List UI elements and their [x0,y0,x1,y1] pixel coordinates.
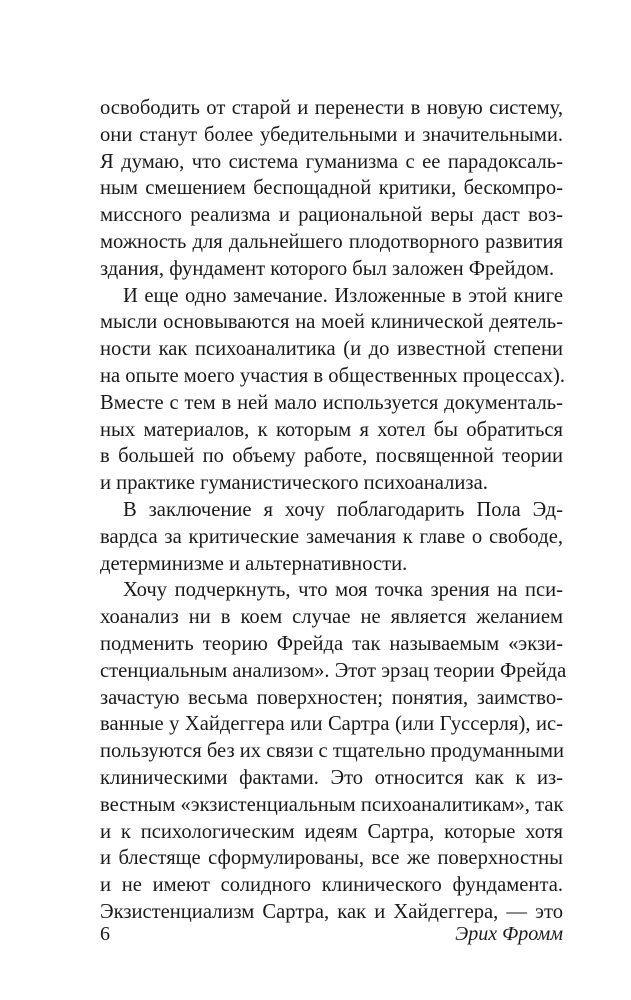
text-line: пользуются без их связи с тщательно продуманными [100,740,565,763]
text-line: клиническими фактами. Это относится как к из- [100,766,563,789]
page-footer [100,920,563,948]
text-line: ванные у Хайдеггера или Сартра (или Гуссерля), ис- [100,713,563,736]
text-line: ности как психоаналитика (и до известной степени [100,338,563,361]
paragraph [100,577,567,925]
text-line: стенциальным анализом». Этот эрзац теории Фрейда [100,659,567,682]
text-line: И еще одно замечание. Изложенные в этой книге [123,284,563,307]
text-line: Вместе с тем в ней мало используется документаль- [100,391,563,414]
text-line: и не имеют солидного клинического фундамента. [100,874,563,897]
paragraph [100,283,566,497]
text-line: зачастую весьма поверхностен; понятия, заимство- [100,686,563,709]
text-line: здания, фундамент которого был заложен Фрейдом. [100,257,555,280]
body-text [100,95,567,926]
text-line: Экзистенциализм Сартра, как и Хайдеггера, — это [100,900,563,923]
running-head-author: Эрих Фромм [455,923,563,945]
text-line: на опыте моего участия в общественных процессах). [100,364,566,387]
text-line: ных материалов, к которым я хотел бы обратиться [100,418,563,441]
text-line: В заключение я хочу поблагодарить Пола Эд- [123,498,563,521]
text-line: детерминизме и альтернативности. [100,552,408,575]
text-line: Я думаю, что система гуманизма с ее парадоксаль- [100,150,563,173]
text-line: миссного реализма и рациональной веры даст воз- [100,204,563,227]
text-line: освободить от старой и перенести в новую систему, [100,97,563,119]
text-line: ным смешением беспощадной критики, бескомпро- [100,177,563,200]
page-number: 6 [100,923,110,945]
text-line: они станут более убедительными и значительными. [100,123,563,146]
paragraph [100,497,563,577]
text-line: хоанализ ни в коем случае не является желанием [100,606,563,629]
text-line: подменить теорию Фрейда так называемым «экзи- [100,632,563,655]
paragraph [100,95,563,283]
text-line: вардса за критические замечания к главе о свободе, [100,525,563,548]
text-line: мысли основываются на моей клинической деятель- [100,311,563,334]
text-line: вестным «экзистенциальным психоаналитикам», так [100,793,564,816]
text-line: и блестяще сформулированы, все же поверхностны [100,847,563,870]
text-line: и практике гуманистического психоанализа. [100,472,488,495]
text-line: и к психологическим идеям Сартра, которые хотя [100,820,563,843]
text-line: можность для дальнейшего плодотворного развития [100,230,563,253]
text-line: в большей по объему работе, посвященной теории [100,445,563,468]
text-line: Хочу подчеркнуть, что моя точка зрения на пси- [123,579,563,602]
